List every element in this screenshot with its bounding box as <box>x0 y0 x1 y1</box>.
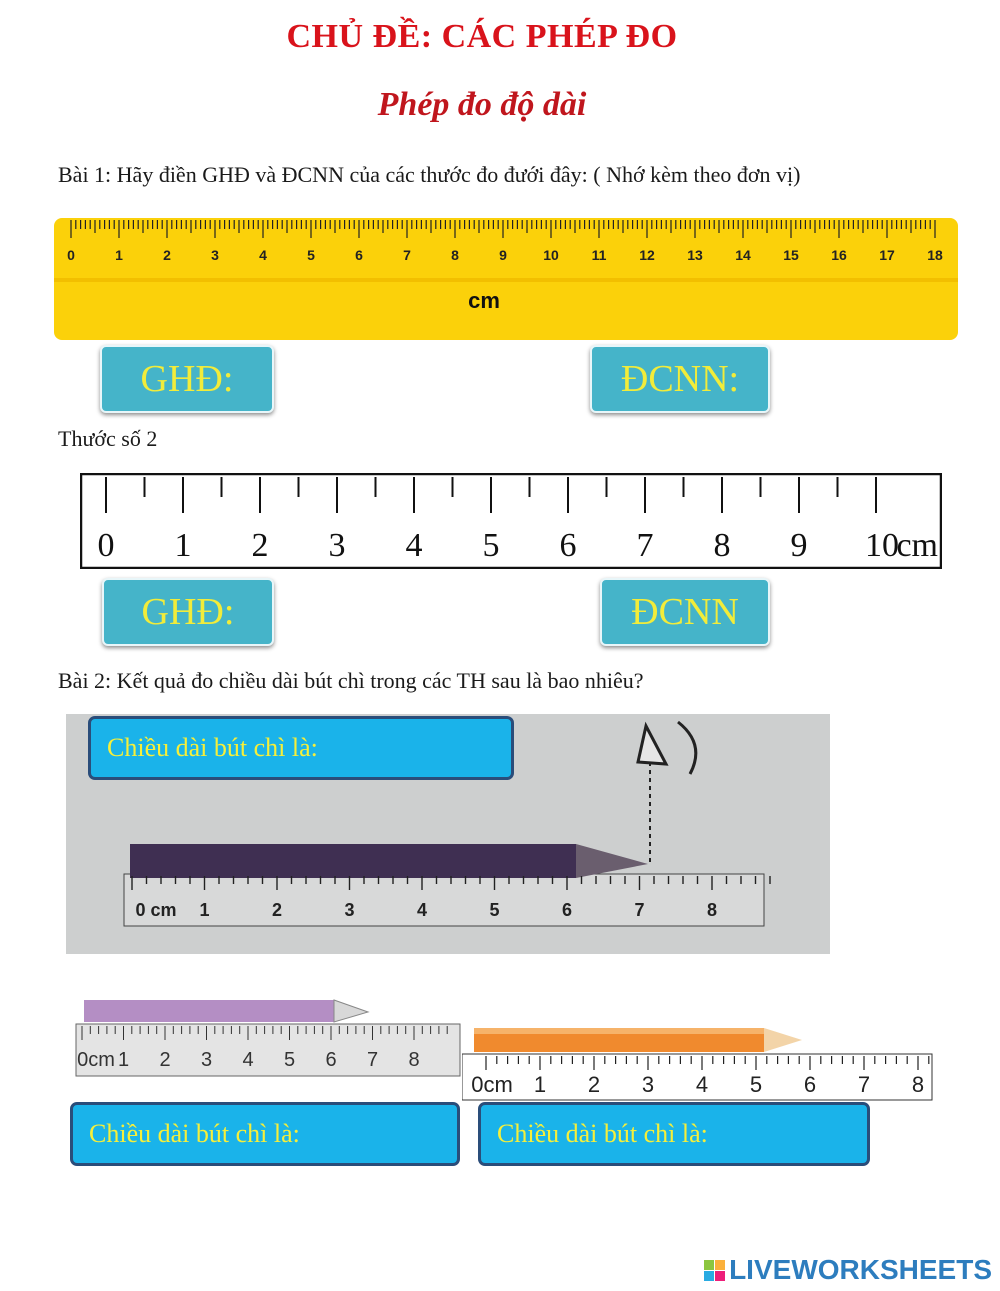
ruler1-tick-label: 0 <box>67 247 75 263</box>
ruler2-tick-label: 6 <box>559 527 577 564</box>
ruler1-tick-label: 18 <box>927 247 943 263</box>
ruler2-tick-label: 0 <box>97 527 115 564</box>
pencil-photo-3 <box>462 1020 934 1104</box>
ruler1-tick-label: 10 <box>543 247 559 263</box>
photo-ruler-label: 6 <box>325 1049 337 1071</box>
photo-ruler-label: 4 <box>242 1049 254 1071</box>
ghd-answer-box-2[interactable]: GHĐ: <box>102 578 274 646</box>
liveworksheets-logo <box>704 1254 992 1286</box>
photo-ruler-label: 7 <box>634 900 645 920</box>
ruler2-tick-label: 10 <box>865 527 899 564</box>
photo-ruler-label: 5 <box>283 1049 296 1071</box>
photo-ruler-label: 4 <box>695 1072 709 1097</box>
photo-ruler-label: 5 <box>489 900 500 920</box>
ruler2-tick-label: 1 <box>174 527 192 564</box>
photo-ruler-label: 2 <box>159 1049 171 1071</box>
photo-ruler-label: 3 <box>344 900 355 920</box>
photo-ruler-label: 6 <box>803 1072 817 1097</box>
photo-ruler-label: 7 <box>857 1072 871 1097</box>
photo-ruler-label: 1 <box>533 1072 547 1097</box>
ruler1-tick-label: 1 <box>115 247 123 263</box>
logo-text: LIVEWORKSHEETS <box>729 1254 992 1285</box>
ruler1-tick-label: 8 <box>451 247 459 263</box>
dcnn-answer-box-2[interactable]: ĐCNN <box>600 578 770 646</box>
ruler2-tick-label: 4 <box>405 527 423 564</box>
photo-ruler-label: 0cm <box>77 1049 115 1071</box>
photo-ruler-label: 5 <box>749 1072 763 1097</box>
ruler2-tick-label: 5 <box>482 527 500 564</box>
ruler2-tick-label: 2 <box>251 527 269 564</box>
photo-ruler-label: 2 <box>587 1072 601 1097</box>
ruler1-tick-label: 7 <box>403 247 411 263</box>
ruler1-tick-label: 4 <box>259 247 267 263</box>
pencil-photo-2 <box>70 990 462 1080</box>
photo-ruler-label: 3 <box>641 1072 655 1097</box>
ruler1-tick-label: 14 <box>735 247 751 263</box>
ruler1-tick-label: 9 <box>499 247 507 263</box>
photo-ruler-label: 7 <box>366 1049 379 1071</box>
page-title: CHỦ ĐỀ: CÁC PHÉP ĐO <box>286 18 678 55</box>
ruler2-tick-label: 7 <box>636 527 654 564</box>
photo-ruler-label: 8 <box>911 1072 925 1097</box>
ruler-white-10cm <box>80 473 942 569</box>
ruler2-tick-label: 3 <box>328 527 346 564</box>
photo-ruler-label: 3 <box>200 1049 213 1071</box>
ruler2-unit: cm <box>896 527 938 564</box>
answer-box-pencil-1[interactable]: Chiều dài bút chì là: <box>88 716 514 780</box>
photo-ruler-label: 1 <box>199 900 210 920</box>
ruler2-tick-label: 9 <box>790 527 808 564</box>
photo-ruler-label: 0cm <box>471 1072 513 1097</box>
ruler1-tick-label: 5 <box>307 247 315 263</box>
question-2: Bài 2: Kết quả đo chiều dài bút chì trong các TH sau là bao nhiêu? <box>58 668 644 693</box>
ruler2-tick-label: 8 <box>713 527 731 564</box>
photo-ruler-label: 8 <box>408 1049 420 1071</box>
ruler1-unit: cm <box>468 288 500 313</box>
page-subtitle: Phép đo độ dài <box>377 86 587 123</box>
ruler1-tick-label: 15 <box>783 247 799 263</box>
ruler1-tick-label: 6 <box>355 247 363 263</box>
dcnn-answer-box-1[interactable]: ĐCNN: <box>590 345 770 413</box>
ghd-answer-box-1[interactable]: GHĐ: <box>100 345 274 413</box>
photo-ruler-label: 8 <box>706 900 718 920</box>
photo-ruler-label: 1 <box>117 1049 130 1071</box>
ruler1-tick-label: 16 <box>831 247 847 263</box>
ruler1-tick-label: 11 <box>591 247 607 263</box>
ruler1-tick-label: 17 <box>879 247 895 263</box>
ruler1-tick-label: 12 <box>639 247 655 263</box>
ruler2-label: Thước số 2 <box>58 426 158 451</box>
ruler1-tick-label: 2 <box>163 247 171 263</box>
photo-ruler-label: 0 cm <box>135 900 177 920</box>
ruler1-tick-label: 3 <box>211 247 219 263</box>
photo-ruler-label: 6 <box>561 900 573 920</box>
ruler1-tick-label: 13 <box>687 247 703 263</box>
question-1: Bài 1: Hãy điền GHĐ và ĐCNN của các thước đo đưới đây: ( Nhớ kèm theo đơn vị) <box>58 162 801 187</box>
answer-box-pencil-3[interactable]: Chiều dài bút chì là: <box>478 1102 870 1166</box>
liveworksheets-logo-icon <box>704 1260 725 1281</box>
answer-box-pencil-2[interactable]: Chiều dài bút chì là: <box>70 1102 460 1166</box>
photo-ruler-label: 4 <box>416 900 428 920</box>
photo-ruler-label: 2 <box>271 900 283 920</box>
ruler-yellow-18cm <box>54 218 958 340</box>
